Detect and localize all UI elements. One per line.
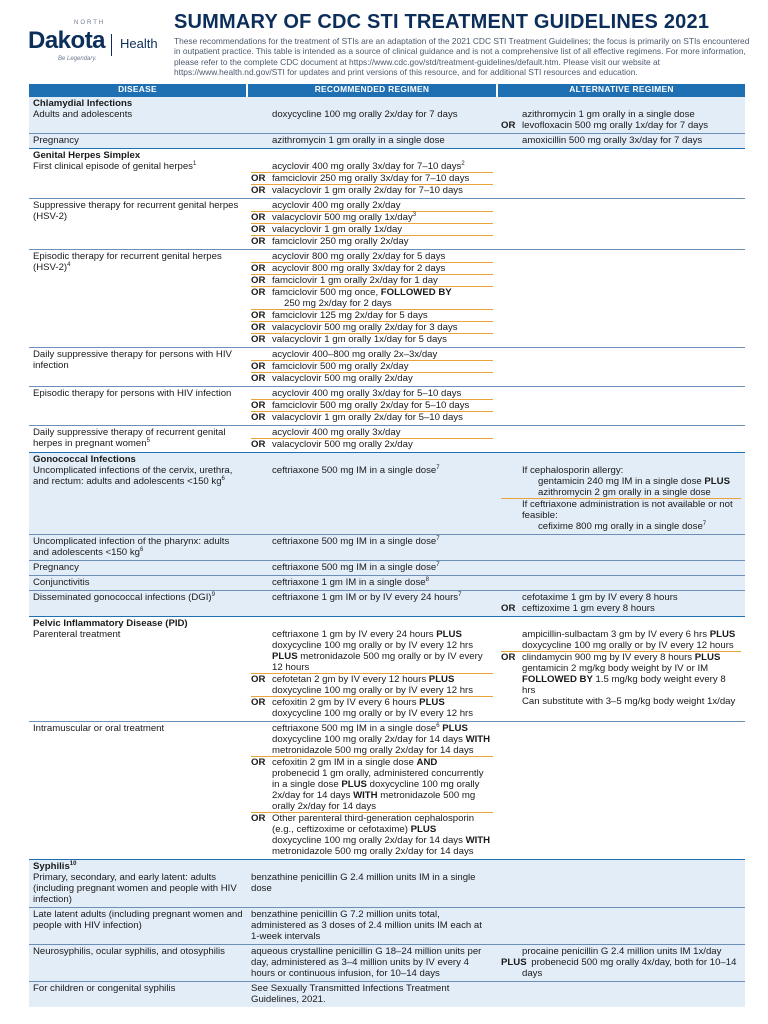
disease-cell [29, 96, 247, 133]
regimen-line: acyclovir 400–800 mg orally 2x–3x/day [272, 348, 438, 360]
regimen-line: OR ceftizoxime 1 gm every 8 hours [501, 602, 655, 614]
regimen-line: OR Other parenteral third-generation cephalosporin (e.g., ceftizoxime or cefotaxime) PLUS doxycycline 100 mg orally 2x/day for 14 days WITH metronidazole 500 mg orally 2x/day for 14 days [251, 812, 493, 857]
logo-health-text: Health [120, 36, 158, 51]
alternative-cell [497, 386, 745, 425]
table-row [29, 386, 745, 425]
table-row [29, 859, 745, 907]
disease-label: Adults and adolescents [33, 108, 133, 120]
alternative-cell [497, 590, 745, 616]
logo-divider [111, 34, 112, 56]
regimen-line: OR cefoxitin 2 gm IM in a single dose AND probenecid 1 gm orally, administered concurrently in a single dose PLUS doxycycline 100 mg orally 2x/day for 14 days WITH metronidazole 500 mg orally 2x/day for 14 days [251, 756, 493, 812]
regimen-line: If ceftriaxone administration is not available or not feasible: [522, 498, 733, 521]
recommended-cell [247, 347, 497, 386]
regimen-line: OR cefotetan 2 gm by IV every 12 hours PLUS doxycycline 100 mg orally or by IV every 12 hrs [251, 673, 493, 696]
recommended-cell [247, 560, 497, 575]
table-row [29, 452, 745, 534]
regimen-line: OR valacyclovir 1 gm orally 2x/day for 5–10 days [251, 411, 493, 423]
regimen-line: ceftriaxone 500 mg IM in a single dose$^7$ [272, 464, 440, 476]
regimen-line: ceftriaxone 500 mg IM in a single dose$^7$ [272, 535, 440, 547]
regimen-line: OR famciclovir 500 mg once, FOLLOWED BY 250 mg 2x/day for 2 days [251, 286, 493, 309]
recommended-cell [247, 425, 497, 452]
regimen-line: OR famciclovir 1 gm orally 2x/day for 1 day [251, 274, 493, 286]
recommended-cell [247, 859, 497, 907]
regimen-line: ceftriaxone 500 mg IM in a single dose$^7$ [272, 561, 440, 573]
recommended-cell [247, 148, 497, 198]
group-heading: Syphilis$^{10}$ [33, 860, 77, 872]
alternative-cell [497, 198, 745, 249]
alternative-cell [497, 616, 745, 721]
regimen-line: OR valacyclovir 500 mg orally 1x/day$^3$ [251, 211, 493, 223]
regimen-line: OR clindamycin 900 mg by IV every 8 hours PLUS gentamicin 2 mg/kg body weight by IV or IM FOLLOWED BY 1.5 mg/kg body weight every 8 hrs Can substitute with 3–5 mg/kg body weight 1x/day [501, 651, 741, 707]
regimen-line: acyclovir 400 mg orally 3x/day for 7–10 days$^2$ [272, 160, 465, 172]
group-heading: Gonococcal Infections [33, 453, 136, 465]
recommended-cell [247, 590, 497, 616]
regimen-line: azithromycin 2 gm orally in a single dose [501, 487, 741, 499]
regimen-line: ceftriaxone 1 gm IM or by IV every 24 hours$^7$ [272, 591, 462, 603]
disease-cell: Disseminated gonococcal infections (DGI)$^9$ [29, 590, 247, 616]
regimen-line: OR acyclovir 800 mg orally 3x/day for 2 days [251, 262, 493, 274]
table-row [29, 96, 745, 133]
disease-cell: Neurosyphilis, ocular syphilis, and otosyphilis [29, 944, 247, 981]
regimen-line: gentamicin 240 mg IM in a single dose PLUS [538, 475, 730, 487]
disease-cell: Episodic therapy for persons with HIV infection [29, 386, 247, 425]
regimen-line: OR valacyclovir 1 gm orally 1x/day for 5 days [251, 333, 493, 345]
alternative-cell [497, 981, 745, 1007]
regimen-line: doxycycline 100 mg orally 2x/day for 7 days [272, 108, 458, 120]
regimen-line: procaine penicillin G 2.4 million units IM 1x/day [522, 945, 722, 957]
recommended-cell [247, 452, 497, 534]
regimen-line: azithromycin 1 gm orally in a single dose [522, 108, 695, 120]
alternative-cell [497, 148, 745, 198]
table-row [29, 347, 745, 386]
regimen-line: ceftriaxone 500 mg IM in a single dose$^6$ PLUS doxycycline 100 mg orally 2x/day for 14 days WITH metronidazole 500 mg orally 2x/day for 14 days [272, 722, 491, 756]
alternative-cell [497, 534, 745, 560]
recommended-cell [247, 616, 497, 721]
alternative-cell [497, 96, 745, 133]
regimen-line: OR cefoxitin 2 gm by IV every 6 hours PLUS doxycycline 100 mg orally or by IV every 12 hrs [251, 696, 493, 719]
regimen-line: OR levofloxacin 500 mg orally 1x/day for 7 days [501, 119, 709, 131]
recommended-cell: See Sexually Transmitted Infections Treatment Guidelines, 2021. [247, 981, 497, 1007]
recommended-cell: benzathine penicillin G 7.2 million units total, administered as 3 doses of 2.4 million units IM each at 1-week intervals [247, 907, 497, 944]
regimen-line: benzathine penicillin G 2.4 million units IM in a single dose [251, 871, 476, 894]
logo-dakota-text: Dakota [28, 27, 106, 54]
disease-cell: Pregnancy [29, 133, 247, 148]
logo-north-text: NORTH [74, 20, 106, 26]
table-row [29, 721, 745, 859]
column-header-alternative: ALTERNATIVE REGIMEN [497, 84, 745, 96]
regimen-line: OR famciclovir 500 mg orally 2x/day [251, 360, 493, 372]
table-row [29, 907, 745, 944]
disease-cell: Uncomplicated infection of the pharynx: adults and adolescents <150 $kg^6$ [29, 534, 247, 560]
regimen-line: OR valacyclovir 500 mg orally 2x/day for 3 days [251, 321, 493, 333]
alternative-cell [497, 575, 745, 590]
regimen-line: OR famciclovir 125 mg 2x/day for 5 days [251, 309, 493, 321]
group-heading: Pelvic Inflammatory Disease (PID) [33, 617, 188, 629]
table-row [29, 534, 745, 560]
table-row [29, 148, 745, 198]
disease-cell: Pelvic Inflammatory Disease (PID) Parenteral treatment [29, 616, 247, 721]
regimen-line: azithromycin 1 gm orally in a single dose [272, 134, 445, 146]
table-row [29, 590, 745, 616]
regimen-line: OR valacyclovir 1 gm orally 1x/day [251, 223, 493, 235]
recommended-cell [247, 249, 497, 347]
disease-cell: Episodic therapy for recurrent genital herpes $(HSV-2)^4$ [29, 249, 247, 347]
treatment-table [29, 84, 745, 1007]
disease-cell: Pregnancy [29, 560, 247, 575]
alternative-cell [497, 721, 745, 859]
recommended-cell [247, 534, 497, 560]
recommended-cell [247, 133, 497, 148]
regimen-line: acyclovir 800 mg orally 2x/day for 5 days [272, 250, 446, 262]
recommended-cell [247, 721, 497, 859]
regimen-line: ceftriaxone 1 gm IM in a single dose$^8$ [272, 576, 429, 588]
alternative-cell [497, 249, 745, 347]
alternative-cell [497, 347, 745, 386]
regimen-line: OR valacyclovir 500 mg orally 2x/day [251, 372, 493, 384]
regimen-line: OR famciclovir 250 mg orally 2x/day [251, 235, 493, 247]
regimen-line: OR famciclovir 250 mg orally 3x/day for 7–10 days [251, 172, 493, 184]
disease-cell: Syphilis$^{10}$ Primary, secondary, and early latent: adults (including pregnant women and people with HIV infection) [29, 859, 247, 907]
disease-cell: Daily suppressive therapy for persons with HIV infection [29, 347, 247, 386]
table-row [29, 575, 745, 590]
regimen-line: OR famciclovir 500 mg orally 2x/day for 5–10 days [251, 399, 493, 411]
table-row [29, 133, 745, 148]
regimen-line: acyclovir 400 mg orally 3x/day for 5–10 days [272, 387, 462, 399]
alternative-cell [497, 425, 745, 452]
regimen-line: acyclovir 400 mg orally 3x/day [272, 426, 401, 438]
table-row [29, 616, 745, 721]
recommended-cell [247, 386, 497, 425]
alternative-cell [497, 907, 745, 944]
nd-health-logo [28, 20, 168, 70]
recommended-cell: aqueous crystalline penicillin G 18–24 million units per day, administered as 3–4 million units by IV every 4 hours or continuous infusion, for 10–14 days [247, 944, 497, 981]
disease-cell: Conjunctivitis [29, 575, 247, 590]
intro-paragraph: These recommendations for the treatment of STIs are an adaptation of the 2021 CDC STI Treatment Guidelines; the focus is primarily on STIs encountered in outpatient practice. This table is intended as a source of clinical guidance and is not a comprehensive list of all effective regimens. For more information, please refer to the complete CDC document at https://www.cdc.gov/std/treatment-guidelines/default.htm. Please visit our website at https://www.health.nd.gov/STI for updates and print versions of this resource, and for additional STI resources and education. [174, 36, 750, 78]
recommended-cell [247, 198, 497, 249]
alternative-cell [497, 560, 745, 575]
disease-cell: Suppressive therapy for recurrent genital herpes (HSV-2) [29, 198, 247, 249]
regimen-line: OR valacyclovir 500 mg orally 2x/day [251, 438, 493, 450]
alternative-cell [497, 944, 745, 981]
table-row [29, 249, 745, 347]
regimen-line: cefixime 800 mg orally in a single dose$^7$ [538, 520, 707, 532]
disease-label: First clinical episode of genital herpes [33, 160, 193, 172]
disease-cell: Intramuscular or oral treatment [29, 721, 247, 859]
regimen-line: cefotaxime 1 gm by IV every 8 hours [522, 591, 678, 603]
page-title: SUMMARY OF CDC STI TREATMENT GUIDELINES 2021 [174, 11, 710, 33]
disease-cell: Late latent adults (including pregnant women and people with HIV infection) [29, 907, 247, 944]
group-heading: Genital Herpes Simplex [33, 149, 141, 161]
table-row [29, 981, 745, 1007]
disease-cell: Gonococcal Infections Uncomplicated infections of the cervix, urethra, and rectum: adults and adolescents <150 $kg^6$ [29, 452, 247, 534]
logo-tagline: Be Legendary. [58, 56, 97, 62]
regimen-line: ampicillin-sulbactam 3 gm by IV every 6 hrs PLUS doxycycline 100 mg orally or by IV every 12 hours [522, 628, 736, 651]
column-header-recommended: RECOMMENDED REGIMEN [247, 84, 497, 96]
disease-cell: Genital Herpes Simplex First clinical episode of genital herpes$^1$ [29, 148, 247, 198]
group-heading: Chlamydial Infections [33, 97, 133, 109]
disease-cell: For children or congenital syphilis [29, 981, 247, 1007]
recommended-cell [247, 96, 497, 133]
alternative-cell [497, 859, 745, 907]
alternative-cell [497, 452, 745, 534]
table-header-row [29, 84, 745, 96]
table-row [29, 560, 745, 575]
alternative-cell [497, 133, 745, 148]
table-row [29, 425, 745, 452]
regimen-line: OR valacyclovir 1 gm orally 2x/day for 7–10 days [251, 184, 493, 196]
page-header [0, 0, 768, 82]
table-row [29, 198, 745, 249]
table-row [29, 944, 745, 981]
regimen-line: amoxicillin 500 mg orally 3x/day for 7 days [522, 134, 703, 146]
regimen-line: PLUS probenecid 500 mg orally 4x/day, both for 10–14 days [501, 956, 737, 979]
recommended-cell [247, 575, 497, 590]
disease-cell: Daily suppressive therapy of recurrent genital herpes in pregnant women$^5$ [29, 425, 247, 452]
column-header-disease: DISEASE [29, 84, 247, 96]
regimen-line: acyclovir 400 mg orally 2x/day [272, 199, 401, 211]
regimen-line: If cephalosporin allergy: [522, 464, 624, 476]
regimen-line: ceftriaxone 1 gm by IV every 24 hours PLUS doxycycline 100 mg orally or by IV every 12 hrs PLUS metronidazole 500 mg orally or by IV every 12 hours [272, 628, 483, 673]
